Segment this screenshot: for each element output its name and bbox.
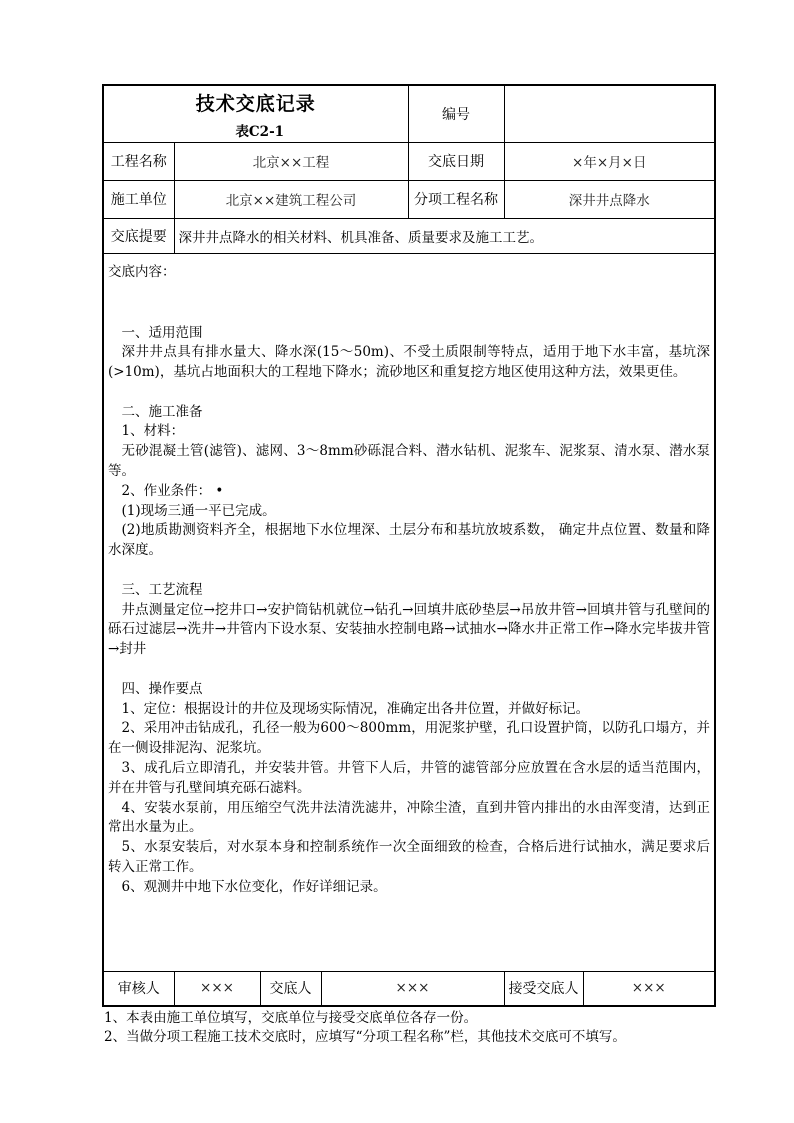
subproject-label: 分项工程名称 [408,180,504,218]
discloser-label: 交底人 [260,971,321,1006]
content-label: 交底内容： [108,263,176,280]
footnote: 2、当做分项工程施工技术交底时，应填写“分项工程名称”栏，其他技术交底可不填写。 [104,1029,626,1045]
project-name-value[interactable]: 北京××工程 [174,142,408,180]
form-code: 表C2-1 [235,124,285,141]
content-body [108,324,710,898]
project-name-label: 工程名称 [103,142,174,180]
section-heading: 二、施工准备 [121,403,203,420]
date-label: 交底日期 [408,142,504,180]
subproject-value[interactable]: 深井井点降水 [504,180,715,218]
section-paragraph: 6、观测井中地下水位变化，作好详细记录。 [121,878,387,895]
footnotes [104,1009,626,1047]
section-gap [108,561,710,581]
number-label: 编号 [408,85,504,142]
builder-label: 施工单位 [103,180,174,218]
section-heading: 四、操作要点 [121,680,203,697]
builder-value[interactable]: 北京××建筑工程公司 [174,180,408,218]
reviewer-label: 审核人 [103,971,174,1006]
receiver-value[interactable]: ××× [583,971,715,1006]
section-gap [108,383,710,403]
summary-value[interactable]: 深井井点降水的相关材料、机具准备、质量要求及施工工艺。 [174,218,715,253]
section-paragraph: (2)地质勘测资料齐全，根据地下水位埋深、土层分布和基坑放坡系数， 确定井点位置、数量和降水深度。 [108,522,711,559]
page-title: 技术交底记录 [195,93,316,116]
section-paragraph: 2、作业条件： • [121,482,224,499]
section-paragraph: (1)现场三通一平已完成。 [121,502,276,519]
section-paragraph: 2、采用冲击钻成孔，孔径一般为600～800mm，用泥浆护壁，孔口设置护筒，以防孔口塌方，并在一侧设排泥沟、泥浆坑。 [108,720,711,757]
section-paragraph: 4、安装水泵前，用压缩空气洗井法清洗滤井，冲除尘渣，直到井管内排出的水由浑变清，达到正常出水量为止。 [108,799,711,836]
section-paragraph: 5、水泵安装后，对水泵本身和控制系统作一次全面细致的检查，合格后进行试抽水，满足要求后转入正常工作。 [108,839,711,876]
section-paragraph: 无砂混凝土管(滤管)、滤网、3～8mm砂砾混合料、潜水钻机、泥浆车、泥浆泵、清水泵、潜水泵等。 [108,443,711,480]
summary-label: 交底提要 [103,218,174,253]
discloser-value[interactable]: ××× [321,971,504,1006]
receiver-label: 接受交底人 [504,971,583,1006]
section-paragraph: 井点测量定位→挖井口→安护筒钻机就位→钻孔→回填井底砂垫层→吊放井管→回填井管与孔壁间的砾石过滤层→洗井→井管内下设水泵、安装抽水控制电路→试抽水→降水井正常工作→降水完毕拔井管→封井 [108,601,711,658]
footnote: 1、本表由施工单位填写，交底单位与接受交底单位各存一份。 [104,1010,478,1026]
section-heading: 三、工艺流程 [121,581,203,598]
section-paragraph: 3、成孔后立即清孔，并安装井管。井管下人后，井管的滤管部分应放置在含水层的适当范围内，并在井管与孔壁间填充砾石滤料。 [108,760,711,796]
disclosure-record-table [102,84,716,1007]
content-cell [103,253,715,971]
section-gap [108,660,710,680]
section-heading: 一、适用范围 [121,324,203,341]
reviewer-value[interactable]: ××× [174,971,260,1006]
date-value[interactable]: ×年×月×日 [504,142,715,180]
title-cell [103,85,408,142]
section-paragraph: 1、定位：根据设计的井位及现场实际情况，准确定出各井位置，并做好标记。 [121,700,590,717]
section-paragraph: 1、材料： [121,423,185,440]
section-paragraph: 深井井点具有排水量大、降水深(15～50m)、不受土质限制等特点，适用于地下水丰富，基坑深(>10m)，基坑占地面积大的工程地下降水；流砂地区和重复挖方地区使用这种方法，效果更佳。 [108,344,711,381]
number-field[interactable] [504,85,715,142]
